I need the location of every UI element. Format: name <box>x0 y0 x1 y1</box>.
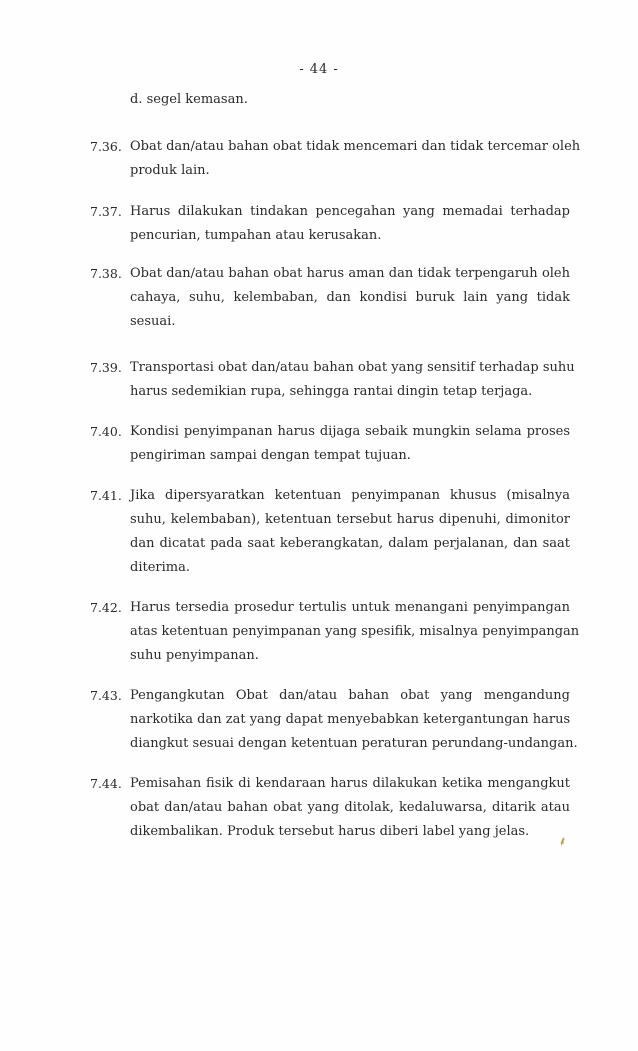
item-text-line: produk lain. <box>130 163 210 178</box>
item-text-line: Kondisi penyimpanan harus dijaga sebaik mungkin selama proses <box>130 424 570 439</box>
list-item <box>90 262 570 334</box>
item-text-line: dikembalikan. Produk tersebut harus diberi label yang jelas. <box>130 824 530 839</box>
item-number: 7.39. <box>90 360 122 375</box>
item-number: 7.37. <box>90 204 122 219</box>
item-number: 7.36. <box>90 139 122 154</box>
item-text-line: diangkut sesuai dengan ketentuan peraturan perundang-undangan. <box>130 736 578 751</box>
list-item <box>90 200 570 248</box>
item-text-line: suhu penyimpanan. <box>130 648 259 663</box>
item-text-line: Jika dipersyaratkan ketentuan penyimpanan khusus (misalnya <box>130 488 570 503</box>
item-text-line: obat dan/atau bahan obat yang ditolak, kedaluwarsa, ditarik atau <box>130 800 570 815</box>
item-text-line: diterima. <box>130 560 190 575</box>
list-item <box>90 684 578 756</box>
item-text-line: dan dicatat pada saat keberangkatan, dalam perjalanan, dan saat <box>130 536 570 551</box>
item-number: 7.38. <box>90 266 122 281</box>
item-text <box>130 596 580 668</box>
item-text-line: Obat dan/atau bahan obat harus aman dan tidak terpengaruh oleh <box>130 266 570 281</box>
paraf-initial-mark: ⸙ <box>556 833 569 849</box>
item-text-line: Obat dan/atau bahan obat tidak mencemari dan tidak tercemar oleh <box>130 139 581 154</box>
item-number: 7.42. <box>90 600 122 615</box>
list-item <box>90 135 581 183</box>
list-item <box>90 356 575 404</box>
item-text-line: suhu, kelembaban), ketentuan tersebut harus dipenuhi, dimonitor <box>130 512 570 527</box>
item-number: 7.41. <box>90 488 122 503</box>
item-text-line: atas ketentuan penyimpanan yang spesifik, misalnya penyimpangan <box>130 624 580 639</box>
page-number: - 44 - <box>299 62 339 77</box>
item-text <box>130 200 570 248</box>
item-text-line: Harus dilakukan tindakan pencegahan yang memadai terhadap <box>130 204 570 219</box>
item-text-line: narkotika dan zat yang dapat menyebabkan ketergantungan harus <box>130 712 571 727</box>
item-number: 7.40. <box>90 424 122 439</box>
item-text-line: pencurian, tumpahan atau kerusakan. <box>130 228 382 243</box>
item-text <box>130 262 570 334</box>
item-text-line: Pemisahan fisik di kendaraan harus dilakukan ketika mengangkut <box>130 776 570 791</box>
item-number: 7.43. <box>90 688 122 703</box>
list-item <box>90 596 580 668</box>
item-text-line: pengiriman sampai dengan tempat tujuan. <box>130 448 411 463</box>
item-text <box>130 772 570 844</box>
sub-item-d: d. segel kemasan. <box>130 92 248 107</box>
item-text-line: harus sedemikian rupa, sehingga rantai dingin tetap terjaga. <box>130 384 533 399</box>
item-text-line: sesuai. <box>130 314 176 329</box>
list-item <box>90 772 570 844</box>
item-text <box>130 420 570 468</box>
item-text-line: cahaya, suhu, kelembaban, dan kondisi buruk lain yang tidak <box>130 290 570 305</box>
item-text <box>130 684 578 756</box>
list-item <box>90 484 570 580</box>
item-text-line: Transportasi obat dan/atau bahan obat yang sensitif terhadap suhu <box>130 360 575 375</box>
item-text <box>130 356 575 404</box>
list-item <box>90 420 570 468</box>
item-text <box>130 484 570 580</box>
item-number: 7.44. <box>90 776 122 791</box>
item-text <box>130 135 581 183</box>
item-text-line: Pengangkutan Obat dan/atau bahan obat yang mengandung <box>130 688 570 703</box>
item-text-line: Harus tersedia prosedur tertulis untuk menangani penyimpangan <box>130 600 570 615</box>
